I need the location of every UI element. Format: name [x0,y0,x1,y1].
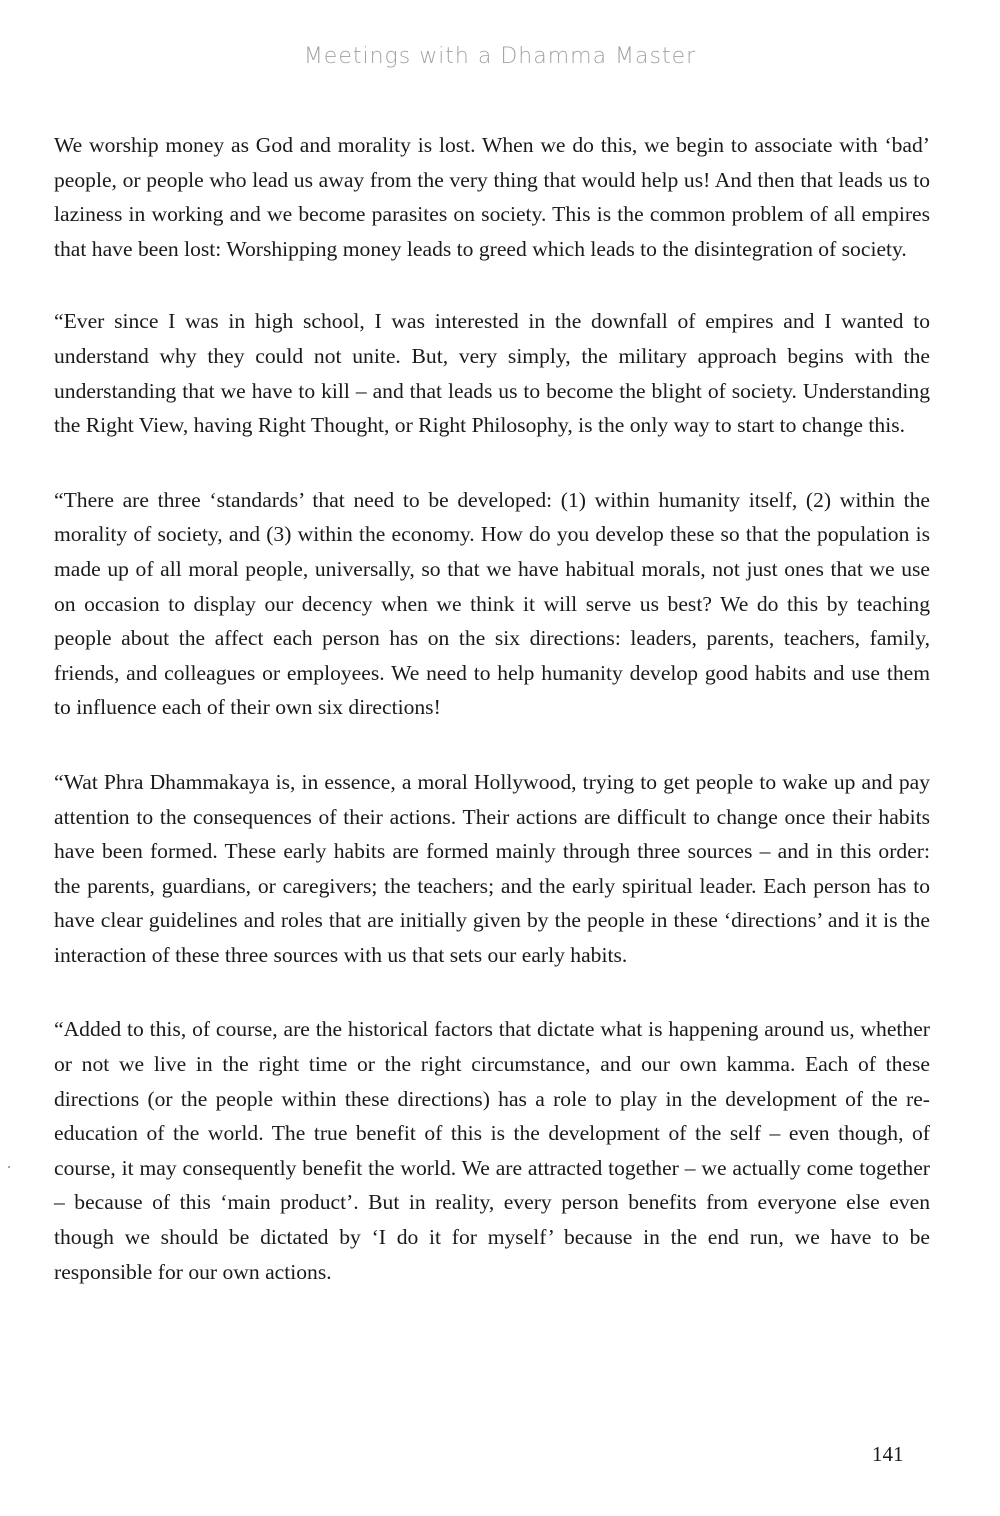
body-text [54,128,930,1329]
paragraph-2: “Ever since I was in high school, I was interested in the downfall of empires and I wanted to understand why they could not unite. But, very simply, the military approach begins with the understanding that we have to kill – and that leads us to become the blight of society. Understanding the Right View, having Right Thought, or Right Philosophy, is the only way to start to change this. [54,309,930,438]
paragraph-3: “There are three ‘standards’ that need to be developed: (1) within humanity itself, (2) within the morality of society, and (3) within the economy. How do you develop these so that the population is made up of all moral people, universally, so that we have habitual morals, not just ones that we use on occasion to display our decency when we think it will serve us best? We do this by teaching people about the affect each person has on the six directions: leaders, parents, teachers, family, friends, and colleagues or employees. We need to help humanity develop good habits and use them to influence each of their own six directions! [54,487,930,720]
paragraph-5: “Added to this, of course, are the historical factors that dictate what is happening around us, whether or not we live in the right time or the right circumstance, and our own kamma. Each of these directions (or the people within these directions) has a role to play in the development of the re-education of the world. The true benefit of this is the development of the self – even though, of course, it may consequently benefit the world. We are attracted together – we actually come together – because of this ‘main product’. But in reality, every person benefits from everyone else even though we should be dictated by ‘I do it for myself’ because in the end run, we have to be responsible for our own actions. [54,1017,930,1284]
running-header: Meetings with a Dhamma Master [303,44,697,69]
paragraph-4: “Wat Phra Dhammakaya is, in essence, a moral Hollywood, trying to get people to wake up and pay attention to the consequences of their actions. Their actions are difficult to change once their habits have been formed. These early habits are formed mainly through three sources – and in this order: the parents, guardians, or caregivers; the teachers; and the early spiritual leader. Each person has to have clear guidelines and roles that are initially given by the people in these ‘directions’ and it is the interaction of these three sources with us that sets our early habits. [54,769,930,967]
scan-speck [8,1166,10,1168]
page-number: 141 [872,1442,904,1466]
paragraph-1: We worship money as God and morality is lost. When we do this, we begin to associate with ‘bad’ people, or people who lead us away from the very thing that would help us! And then that leads us to laziness in working and we become parasites on society. This is the common problem of all empires that have been lost: Worshipping money leads to greed which leads to the disintegration of society. [54,133,930,261]
